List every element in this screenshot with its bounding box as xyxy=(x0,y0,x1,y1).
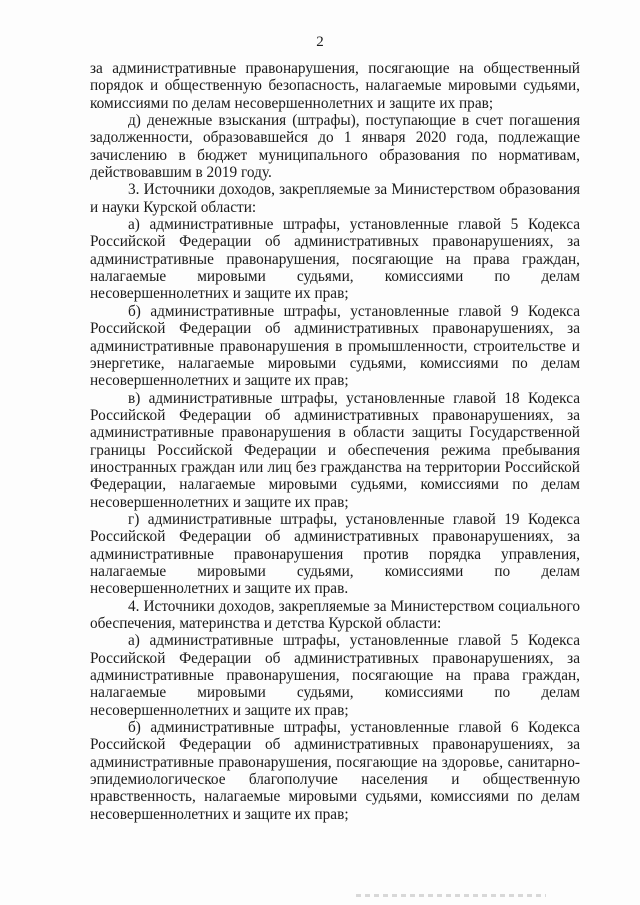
paragraph-4a: а) административные штрафы, установленные главой 5 Кодекса Российской Федерации об административных правонарушениях, за административные правонарушения, посягающие на права граждан, налагаемые мировыми судьями, комиссиями по делам несовершеннолетних и защите их прав; xyxy=(90,632,580,719)
paragraph-3b: б) административные штрафы, установленные главой 9 Кодекса Российской Федерации об административных правонарушениях, за административные правонарушения в промышленности, строительстве и энергетике, налагаемые мировыми судьями, комиссиями по делам несовершеннолетних и защите их прав; xyxy=(90,302,580,390)
scan-artifact xyxy=(356,894,546,897)
paragraph-3g: г) административные штрафы, установленные главой 19 Кодекса Российской Федерации об административных правонарушениях, за административные правонарушения против порядка управления, налагаемые мировыми судьями, комиссиями по делам несовершеннолетних и защите их прав. xyxy=(90,510,580,598)
section-4-heading: 4. Источники доходов, закрепляемые за Министерством социального обеспечения, материнства и детства Курской области: xyxy=(90,597,580,632)
paragraph-item-d-penalties: д) денежные взыскания (штрафы), поступающие в счет погашения задолженности, образовавшейся до 1 января 2020 года, подлежащие зачислению в бюджет муниципального образования по нормативам, действовавшим в 2019 году. xyxy=(90,112,580,182)
page-number: 2 xyxy=(316,34,324,50)
paragraph-3a: а) административные штрафы, установленные главой 5 Кодекса Российской Федерации об административных правонарушениях, за административные правонарушения, посягающие на права граждан, налагаемые мировыми судьями, комиссиями по делам несовершеннолетних и защите их прав; xyxy=(90,216,580,303)
paragraph-3v: в) административные штрафы, установленные главой 18 Кодекса Российской Федерации об административных правонарушениях, за административные правонарушения в области защиты Государственной границы Российской Федерации и обеспечения режима пребывания иностранных граждан или лиц без гражданства на территории Российской Федерации, налагаемые мировыми судьями, комиссиями по делам несовершеннолетних и защите их прав; xyxy=(90,389,580,511)
paragraph-continuation: за административные правонарушения, посягающие на общественный порядок и общественную безопасность, налагаемые мировыми судьями, комиссиями по делам несовершеннолетних и защите их прав; xyxy=(90,60,580,112)
section-3-heading: 3. Источники доходов, закрепляемые за Министерством образования и науки Курской области: xyxy=(90,181,580,216)
paragraph-4b: б) административные штрафы, установленные главой 6 Кодекса Российской Федерации об административных правонарушениях, за административные правонарушения, посягающие на здоровье, санитарно-эпидемиологическое благополучие населения и общественную нравственность, налагаемые мировыми судьями, комиссиями по делам несовершеннолетних и защите их прав; xyxy=(90,719,580,823)
document-body xyxy=(90,60,580,823)
